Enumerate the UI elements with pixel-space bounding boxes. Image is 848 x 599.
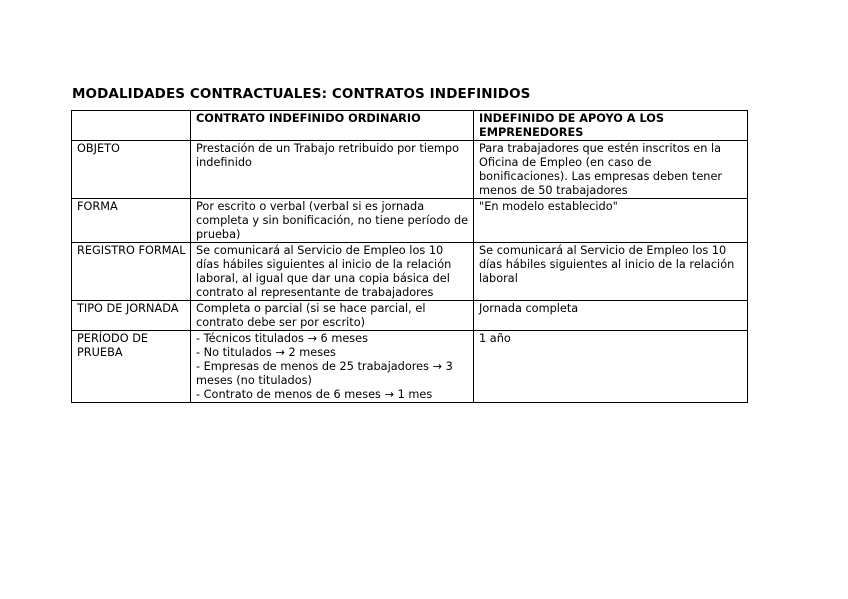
cell-registro-apoyo: Se comunicará al Servicio de Empleo los 10 días hábiles siguientes al inicio de la relación laboral <box>474 243 748 301</box>
row-label-objeto: OBJETO <box>72 141 191 199</box>
cell-jornada-ordinario: Completa o parcial (si se hace parcial, el contrato debe ser por escrito) <box>191 301 474 331</box>
cell-objeto-apoyo: Para trabajadores que estén inscritos en la Oficina de Empleo (en caso de bonificaciones). Las empresas deben tener menos de 50 trabajadores <box>474 141 748 199</box>
row-label-prueba: PERÍODO DE PRUEBA <box>72 331 191 403</box>
table-header-row <box>72 111 748 141</box>
cell-objeto-ordinario: Prestación de un Trabajo retribuido por tiempo indefinido <box>191 141 474 199</box>
header-cell-empty <box>72 111 191 141</box>
prueba-line: - No titulados → 2 meses <box>196 346 336 359</box>
prueba-line: - Empresas de menos de 25 trabajadores → 3 meses (no titulados) <box>196 360 453 387</box>
table-row <box>72 301 748 331</box>
header-cell-ordinario: CONTRATO INDEFINIDO ORDINARIO <box>191 111 474 141</box>
row-label-jornada: TIPO DE JORNADA <box>72 301 191 331</box>
table-row <box>72 243 748 301</box>
prueba-line: - Contrato de menos de 6 meses → 1 mes <box>196 388 433 401</box>
cell-forma-ordinario: Por escrito o verbal (verbal si es jornada completa y sin bonificación, no tiene período de prueba) <box>191 199 474 243</box>
cell-prueba-ordinario <box>191 331 474 403</box>
row-label-forma: FORMA <box>72 199 191 243</box>
table-row <box>72 331 748 403</box>
page-title: MODALIDADES CONTRACTUALES: CONTRATOS INDEFINIDOS <box>72 86 531 102</box>
contracts-table <box>71 110 748 403</box>
prueba-line: - Técnicos titulados → 6 meses <box>196 332 368 345</box>
cell-jornada-apoyo: Jornada completa <box>474 301 748 331</box>
header-cell-apoyo: INDEFINIDO DE APOYO A LOS EMPRENEDORES <box>474 111 748 141</box>
table-row <box>72 199 748 243</box>
cell-prueba-apoyo: 1 año <box>474 331 748 403</box>
table-row <box>72 141 748 199</box>
cell-registro-ordinario: Se comunicará al Servicio de Empleo los 10 días hábiles siguientes al inicio de la relación laboral, al igual que dar una copia básica del contrato al representante de trabajadores <box>191 243 474 301</box>
cell-forma-apoyo: "En modelo establecido" <box>474 199 748 243</box>
row-label-registro: REGISTRO FORMAL <box>72 243 191 301</box>
